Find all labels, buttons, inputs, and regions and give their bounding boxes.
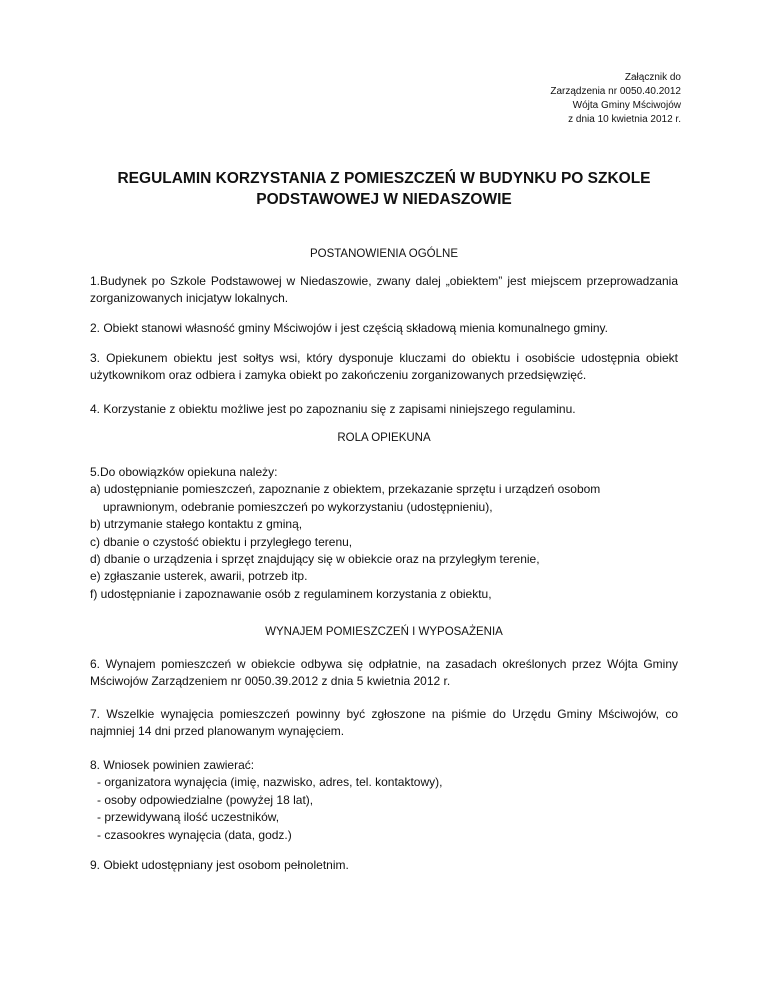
- paragraph-1: 1.Budynek po Szkole Podstawowej w Niedaszowie, zwany dalej „obiektem” jest miejscem przeprowadzania zorganizowanych inicjatyw lokalnych.: [90, 274, 678, 305]
- list-item: - czasookres wynajęcia (data, godz.): [97, 827, 292, 842]
- list-item: a) udostępnianie pomieszczeń, zapoznanie z obiektem, przekazanie sprzętu i urządzeń osobom: [90, 482, 601, 497]
- paragraph-3: 3. Opiekunem obiektu jest sołtys wsi, który dysponuje kluczami do obiektu i osobiście udostępnia obiekt użytkownikom oraz odbiera i zamyka obiekt po zakończeniu zorganizowanych przedsięwzięć.: [90, 351, 678, 382]
- duties-list: [90, 464, 678, 603]
- annex-line: z dnia 10 kwietnia 2012 r.: [568, 114, 681, 125]
- annex-line: Załącznik do: [624, 72, 681, 83]
- list-item: - osoby odpowiedzialne (powyżej 18 lat),: [97, 792, 314, 807]
- list-item: f) udostępnianie i zapoznawanie osób z regulaminem korzystania z obiektu,: [90, 586, 492, 601]
- annex-line: Zarządzenia nr 0050.40.2012: [550, 86, 681, 97]
- title-line: REGULAMIN KORZYSTANIA Z POMIESZCZEŃ W BUDYNKU PO SZKOLE: [117, 170, 651, 187]
- list-item: 8. Wniosek powinien zawierać:: [90, 758, 255, 772]
- list-item: - organizatora wynajęcia (imię, nazwisko, adres, tel. kontaktowy),: [97, 775, 443, 790]
- section-heading-rental: WYNAJEM POMIESZCZEŃ I WYPOSAŻENIA: [265, 626, 503, 638]
- list-item: uprawnionym, odebranie pomieszczeń po wykorzystaniu (udostępnieniu),: [103, 499, 493, 514]
- section-heading-general: POSTANOWIENIA OGÓLNE: [309, 248, 459, 260]
- list-item: b) utrzymanie stałego kontaktu z gminą,: [90, 517, 303, 532]
- paragraph-6: 6. Wynajem pomieszczeń w obiekcie odbywa się odpłatnie, na zasadach określonych przez Wójta Gminy Mściwojów Zarządzeniem nr 0050.39.2012 z dnia 5 kwietnia 2012 r.: [90, 657, 678, 688]
- annex-header: [550, 71, 681, 127]
- application-list: [90, 757, 678, 844]
- section-heading-caretaker: ROLA OPIEKUNA: [337, 432, 431, 444]
- document-title: [90, 168, 678, 210]
- list-item: - przewidywaną ilość uczestników,: [97, 810, 280, 825]
- list-item: c) dbanie o czystość obiektu i przyległego terenu,: [90, 534, 353, 549]
- paragraph-9: 9. Obiekt udostępniany jest osobom pełnoletnim.: [90, 858, 349, 872]
- list-item: e) zgłaszanie usterek, awarii, potrzeb itp.: [90, 569, 308, 584]
- paragraph-2: 2. Obiekt stanowi własność gminy Mściwojów i jest częścią składową mienia komunalnego gminy.: [90, 321, 608, 335]
- paragraph-7: 7. Wszelkie wynajęcia pomieszczeń powinny być zgłoszone na piśmie do Urzędu Gminy Mściwojów, co najmniej 14 dni przed planowanym wynajęciem.: [90, 707, 678, 738]
- title-line: PODSTAWOWEJ W NIEDASZOWIE: [256, 191, 512, 208]
- list-item: 5.Do obowiązków opiekuna należy:: [90, 465, 278, 479]
- annex-line: Wójta Gminy Mściwojów: [572, 100, 681, 111]
- list-item: d) dbanie o urządzenia i sprzęt znajdujący się w obiekcie oraz na przyległym terenie,: [90, 552, 540, 567]
- paragraph-4: 4. Korzystanie z obiektu możliwe jest po zapoznaniu się z zapisami niniejszego regulaminu.: [90, 402, 576, 416]
